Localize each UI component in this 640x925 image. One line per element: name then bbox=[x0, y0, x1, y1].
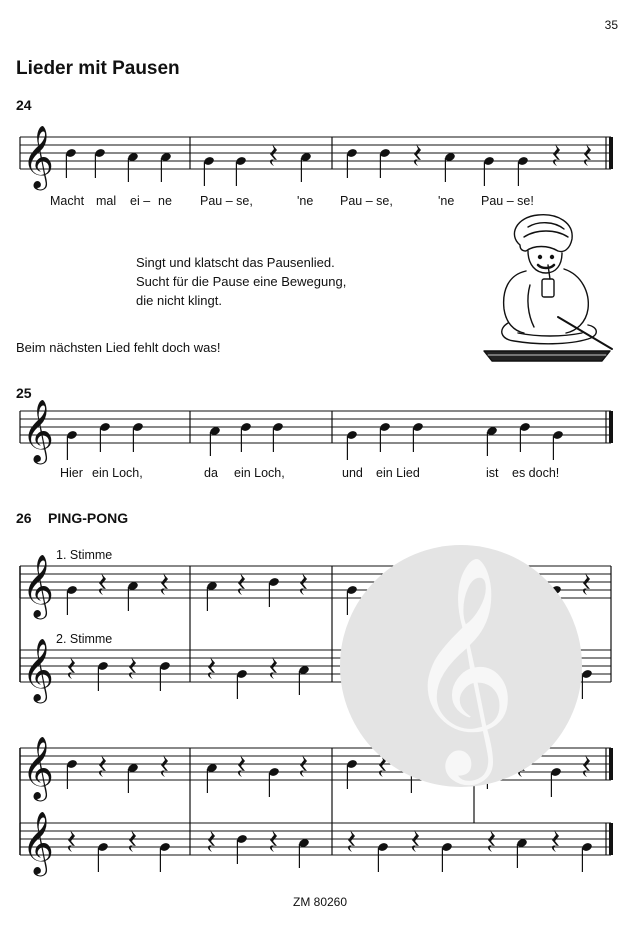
lyric-24-8: 'ne bbox=[438, 194, 455, 208]
song-24-number: 24 bbox=[16, 97, 32, 113]
quarter-rest bbox=[300, 755, 307, 777]
treble-clef-icon: 𝄞 bbox=[22, 125, 54, 188]
lyric-25-3: da bbox=[204, 466, 218, 480]
quarter-rest bbox=[552, 830, 559, 852]
hint-text: Beim nächsten Lied fehlt doch was! bbox=[16, 340, 221, 355]
quarter-rest bbox=[238, 755, 245, 777]
quarter-rest bbox=[99, 755, 106, 777]
treble-clef-icon: 𝄞 bbox=[22, 399, 54, 462]
quarter-rest bbox=[208, 657, 215, 679]
quarter-rest bbox=[238, 573, 245, 595]
catalog-number: ZM 80260 bbox=[292, 895, 348, 909]
lyric-25-6: ein Lied bbox=[376, 466, 420, 480]
lyric-25-2: ein Loch, bbox=[92, 466, 143, 480]
instructions bbox=[136, 253, 346, 310]
quarter-rest bbox=[583, 573, 590, 595]
quarter-rest bbox=[270, 830, 277, 852]
quarter-rest bbox=[348, 830, 355, 852]
quarter-rest bbox=[488, 830, 495, 852]
quarter-rest bbox=[68, 657, 75, 679]
page-title: Lieder mit Pausen bbox=[16, 58, 180, 79]
sitting-figure-icon bbox=[478, 205, 618, 365]
quarter-rest bbox=[208, 830, 215, 852]
lyric-25-5: und bbox=[342, 466, 363, 480]
lyric-25-8: es doch! bbox=[512, 466, 560, 480]
lyric-25-1: Hier bbox=[60, 466, 83, 480]
voice-2-label: 2. Stimme bbox=[56, 632, 113, 646]
song-26-number: 26 bbox=[16, 510, 32, 526]
lyric-24-7: Pau – se, bbox=[340, 194, 393, 208]
quarter-rest bbox=[68, 830, 75, 852]
quarter-rest bbox=[414, 144, 421, 166]
final-barline bbox=[609, 823, 613, 855]
quarter-rest bbox=[300, 573, 307, 595]
lyric-24-6: 'ne bbox=[297, 194, 314, 208]
quarter-rest bbox=[129, 657, 136, 679]
quarter-rest bbox=[99, 573, 106, 595]
voice-1-label: 1. Stimme bbox=[56, 548, 113, 562]
treble-clef-icon: 𝄞 bbox=[22, 811, 54, 874]
instruction-line-2: Sucht für die Pause eine Bewegung, bbox=[136, 274, 347, 289]
treble-clef-icon: 𝄞 bbox=[22, 638, 54, 701]
watermark-clef-icon: 𝄞 bbox=[340, 545, 582, 787]
instruction-line-3: die nicht klingt. bbox=[136, 293, 222, 308]
quarter-rest bbox=[584, 144, 591, 166]
quarter-rest bbox=[553, 144, 560, 166]
quarter-rest bbox=[129, 830, 136, 852]
lyric-24-5: Pau – se, bbox=[200, 194, 253, 208]
quarter-rest bbox=[270, 144, 277, 166]
lyric-24-3: ei – bbox=[130, 194, 151, 208]
final-barline bbox=[609, 411, 613, 443]
song-26-title: PING-PONG bbox=[48, 510, 129, 526]
treble-clef-icon: 𝄞 bbox=[22, 554, 54, 617]
quarter-rest bbox=[161, 755, 168, 777]
lyric-24-2: mal bbox=[96, 194, 117, 208]
quarter-rest bbox=[583, 755, 590, 777]
final-barline bbox=[609, 137, 613, 169]
song-25-number: 25 bbox=[16, 385, 32, 401]
lyric-24-9: Pau – se! bbox=[481, 194, 534, 208]
treble-clef-icon: 𝄞 bbox=[22, 736, 54, 799]
quarter-rest bbox=[270, 657, 277, 679]
quarter-rest bbox=[412, 830, 419, 852]
lyric-25-7: ist bbox=[486, 466, 499, 480]
lyric-24-4: ne bbox=[158, 194, 172, 208]
lyric-24-1: Macht bbox=[50, 194, 85, 208]
instruction-line-1: Singt und klatscht das Pausenlied. bbox=[136, 255, 335, 270]
lyric-25-4: ein Loch, bbox=[234, 466, 285, 480]
quarter-rest bbox=[161, 573, 168, 595]
page-number: 35 bbox=[604, 18, 618, 32]
final-barline bbox=[609, 748, 613, 780]
